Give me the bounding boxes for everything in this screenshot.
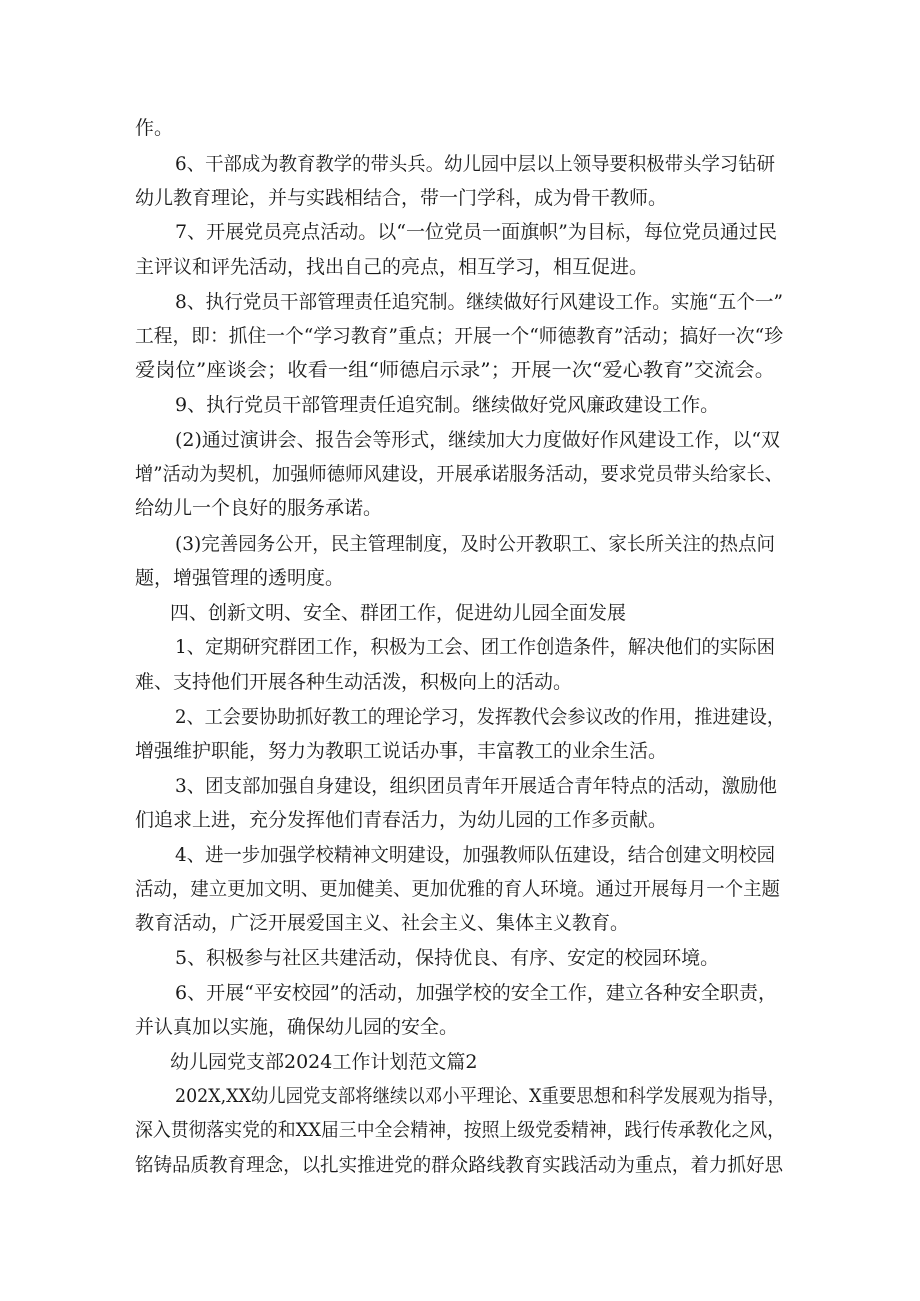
- line-text: 主评议和评先活动，找出自己的亮点，相互学习，相互促进。: [135, 256, 649, 278]
- text-line: [0, 734, 920, 768]
- line-text: 工程，即：抓住一个“学习教育”重点；开展一个“师德教育”活动；搞好一次“珍: [135, 325, 783, 347]
- text-line: [0, 665, 920, 699]
- text-line: [0, 388, 920, 422]
- line-text: 并认真加以实施，确保幼儿园的安全。: [135, 1016, 459, 1038]
- text-line: [0, 423, 920, 457]
- text-line: [0, 700, 920, 734]
- line-text: 题，增强管理的透明度。: [135, 567, 345, 589]
- text-line: [0, 630, 920, 664]
- text-line: [0, 285, 920, 319]
- text-line: [0, 941, 920, 975]
- line-text: 幼儿园党支部2024工作计划范文篇2: [170, 1051, 478, 1073]
- line-text: 增”活动为契机，加强师德师风建设，开展承诺服务活动，要求党员带头给家长、: [135, 463, 783, 485]
- line-text: 7、开展党员亮点活动。以“一位党员一面旗帜”为目标，每位党员通过民: [175, 221, 777, 243]
- line-text: 9、执行党员干部管理责任追究制。继续做好党风廉政建设工作。: [175, 394, 720, 416]
- line-text: 难、支持他们开展各种生动活泼，积极向上的活动。: [135, 671, 573, 693]
- text-line: [0, 250, 920, 284]
- text-line: [0, 872, 920, 906]
- text-line: [0, 1079, 920, 1113]
- line-text: 2、工会要协助抓好教工的理论学习，发挥教代会参议改的作用，推进建设，: [175, 706, 785, 728]
- line-text: 给幼儿一个良好的服务承诺。: [135, 497, 383, 519]
- text-line: [0, 838, 920, 872]
- section-heading: [0, 596, 920, 630]
- line-text: (2)通过演讲会、报告会等形式，继续加大力度做好作风建设工作，以“双: [175, 429, 780, 451]
- line-text: 活动，建立更加文明、更加健美、更加优雅的育人环境。通过开展每月一个主题: [135, 878, 780, 900]
- text-line: [0, 527, 920, 561]
- text-line: [0, 769, 920, 803]
- text-line: [0, 319, 920, 353]
- text-line: [0, 181, 920, 215]
- line-text: 5、积极参与社区共建活动，保持优良、有序、安定的校园环境。: [175, 947, 720, 969]
- line-text: 8、执行党员干部管理责任追究制。继续做好行风建设工作。实施“五个一”: [175, 291, 783, 313]
- line-text: (3)完善园务公开，民主管理制度，及时公开教职工、家长所关注的热点问: [175, 533, 775, 555]
- line-text: 们追求上进，充分发挥他们青春活力，为幼儿园的工作多贡献。: [135, 809, 668, 831]
- line-text: 3、团支部加强自身建设，组织团员青年开展适合青年特点的活动，激励他: [175, 775, 777, 797]
- text-line: [0, 215, 920, 249]
- line-text: 幼儿教育理论，并与实践相结合，带一门学科，成为骨干教师。: [135, 187, 668, 209]
- text-line: [0, 1010, 920, 1044]
- line-text: 四、创新文明、安全、群团工作，促进幼儿园全面发展: [170, 602, 627, 624]
- text-line: [0, 457, 920, 491]
- line-text: 1、定期研究群团工作，积极为工会、团工作创造条件，解决他们的实际困: [175, 636, 775, 658]
- line-text: 增强维护职能，努力为教职工说话办事，丰富教工的业余生活。: [135, 740, 668, 762]
- text-line: [0, 111, 920, 145]
- line-text: 4、进一步加强学校精神文明建设，加强教师队伍建设，结合创建文明校园: [175, 844, 775, 866]
- text-line: [0, 353, 920, 387]
- line-text: 深入贯彻落实党的和XX届三中全会精神，按照上级党委精神，践行传承教化之风，: [135, 1119, 785, 1141]
- text-line: [0, 147, 920, 181]
- line-text: 爱岗位”座谈会；收看一组“师德启示录”；开展一次“爱心教育”交流会。: [135, 359, 775, 381]
- text-line: [0, 1113, 920, 1147]
- line-text: 作。: [135, 117, 174, 139]
- text-line: [0, 803, 920, 837]
- text-line: [0, 906, 920, 940]
- line-text: 6、干部成为教育教学的带头兵。幼儿园中层以上领导要积极带头学习钻研: [175, 153, 775, 175]
- line-text: 教育活动，广泛开展爱国主义、社会主义、集体主义教育。: [135, 912, 630, 934]
- text-line: [0, 976, 920, 1010]
- text-line: [0, 561, 920, 595]
- text-line: [0, 1148, 920, 1182]
- line-text: 铭铸品质教育理念，以扎实推进党的群众路线教育实践活动为重点，着力抓好思: [135, 1154, 783, 1176]
- line-text: 202X,XX幼儿园党支部将继续以邓小平理论、X重要思想和科学发展观为指导，: [175, 1085, 785, 1107]
- line-text: 6、开展“平安校园”的活动，加强学校的安全工作，建立各种安全职责，: [175, 982, 777, 1004]
- section-heading: [0, 1045, 920, 1079]
- text-line: [0, 491, 920, 525]
